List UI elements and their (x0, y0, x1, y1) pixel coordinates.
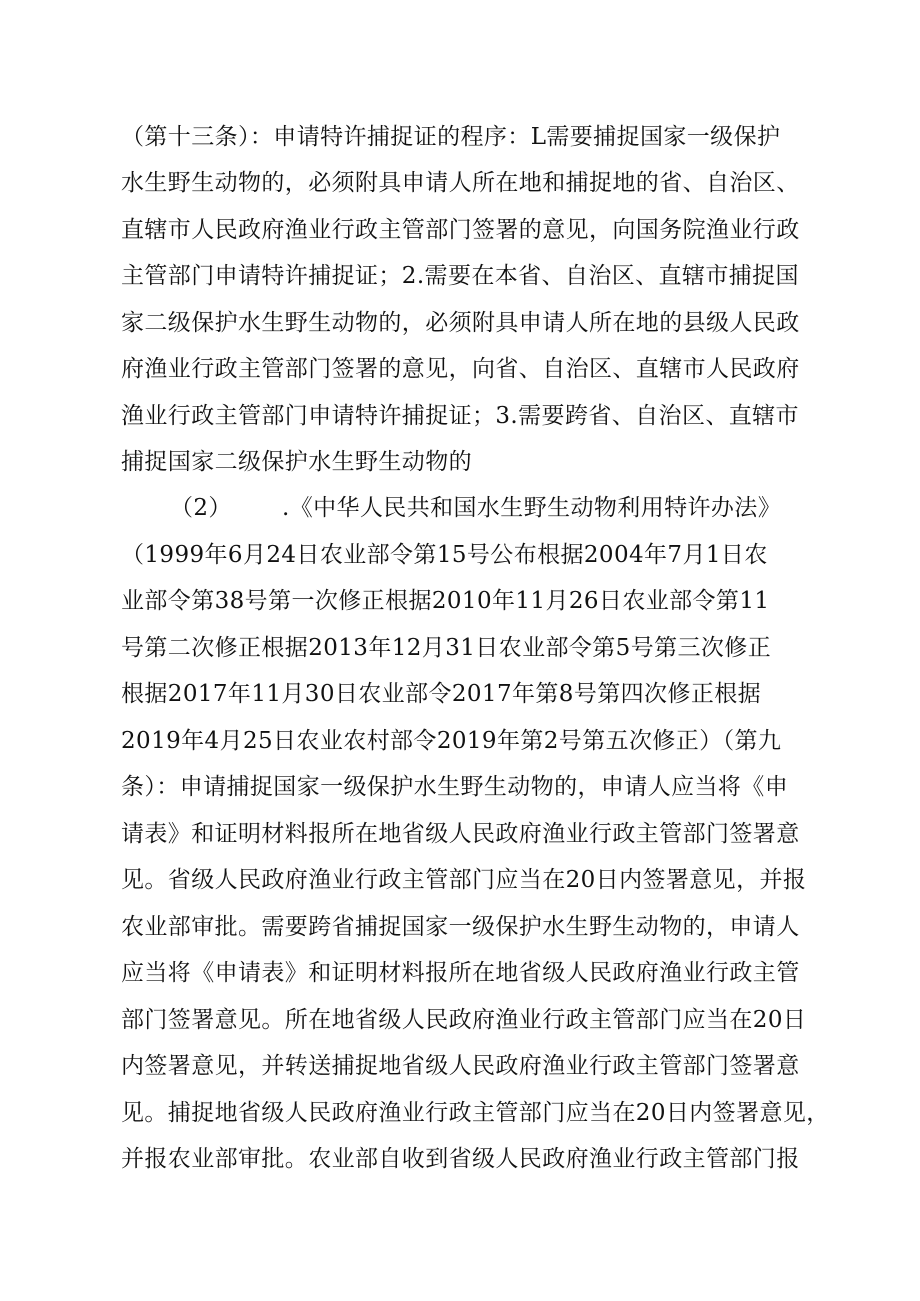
paragraph-2-line-6: 条）：申请捕捉国家一级保护水生野生动物的，申请人应当将《申 (121, 774, 789, 800)
paragraph-2-line-7: 请表》和证明材料报所在地省级人民政府渔业行政主管部门签署意 (121, 821, 800, 847)
paragraph-1-line-8: 捕捉国家二级保护水生野生动物的 (121, 449, 472, 475)
paragraph-2-line-8: 见。省级人民政府渔业行政主管部门应当在20日内签署意见，并报 (121, 867, 807, 893)
paragraph-2-line-1: （1999年6月24日农业部令第15号公布根据2004年7月1日农 (121, 542, 768, 568)
paragraph-2-line-14: 并报农业部审批。农业部自收到省级人民政府渔业行政主管部门报 (121, 1146, 800, 1172)
paragraph-1-line-2: 水生野生动物的，必须附具申请人所在地和捕捉地的省、自治区、 (121, 170, 800, 196)
paragraph-1-line-4: 主管部门申请特许捕捉证；2.需要在本省、自治区、直辖市捕捉国 (121, 263, 799, 289)
paragraph-2-line-4: 根据2017年11月30日农业部令2017年第8号第四次修正根据 (121, 681, 762, 707)
paragraph-1-line-7: 渔业行政主管部门申请特许捕捉证；3.需要跨省、自治区、直辖市 (121, 403, 799, 429)
paragraph-2-law-title: .《中华人民共和国水生野生动物利用特许办法》 (282, 495, 782, 521)
paragraph-2-label: （2） (170, 495, 232, 521)
paragraph-2-line-13: 见。捕捉地省级人民政府渔业行政主管部门应当在20日内签署意见， (121, 1100, 830, 1126)
paragraph-2-line-5: 2019年4月25日农业农村部令2019年第2号第五次修正）（第九 (121, 728, 782, 754)
paragraph-1-line-5: 家二级保护水生野生动物的，必须附具申请人所在地的县级人民政 (121, 310, 800, 336)
paragraph-2-line-12: 内签署意见，并转送捕捉地省级人民政府渔业行政主管部门签署意 (121, 1053, 800, 1079)
paragraph-1-line-6: 府渔业行政主管部门签署的意见，向省、自治区、直辖市人民政府 (121, 356, 800, 382)
paragraph-2-line-10: 应当将《申请表》和证明材料报所在地省级人民政府渔业行政主管 (121, 960, 800, 986)
paragraph-1-line-1: （第十三条）：申请特许捕捉证的程序：L需要捕捉国家一级保护 (121, 124, 781, 150)
paragraph-1-line-3: 直辖市人民政府渔业行政主管部门签署的意见，向国务院渔业行政 (121, 217, 800, 243)
paragraph-2-line-2: 业部令第38号第一次修正根据2010年11月26日农业部令第11 (121, 588, 770, 614)
paragraph-2-line-11: 部门签署意见。所在地省级人民政府渔业行政主管部门应当在20日 (121, 1007, 807, 1033)
paragraph-2-line-3: 号第二次修正根据2013年12月31日农业部令第5号第三次修正 (121, 635, 772, 661)
paragraph-2-line-9: 农业部审批。需要跨省捕捉国家一级保护水生野生动物的，申请人 (121, 914, 800, 940)
